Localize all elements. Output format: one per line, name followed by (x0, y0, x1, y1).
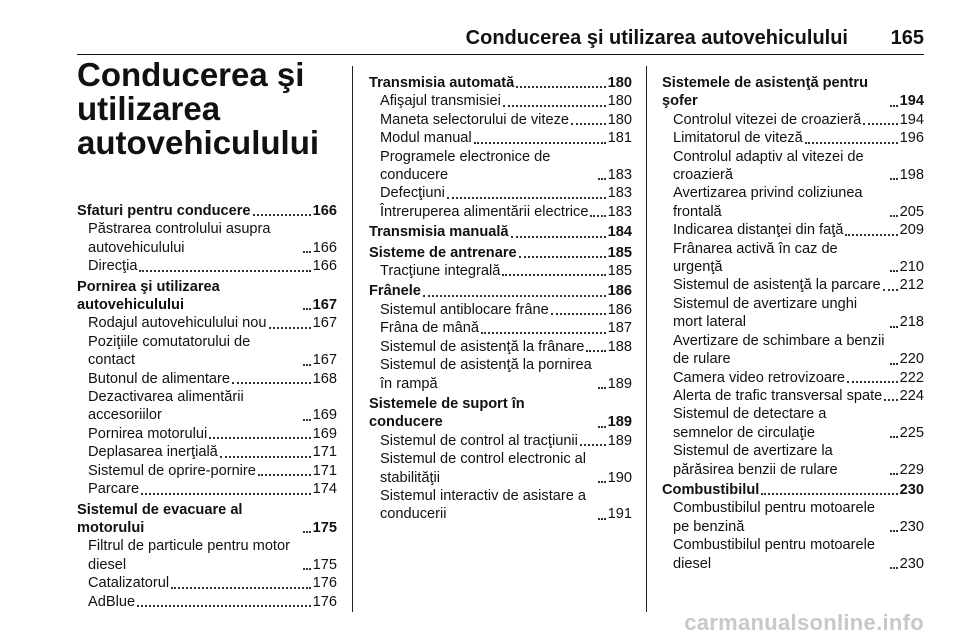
toc-entry-label: Combustibilul pentru motoarele pe benzină (673, 500, 875, 535)
leader-dots (890, 105, 898, 107)
toc-entry[interactable] (662, 184, 924, 221)
toc-entry-label: Combustibilul (662, 481, 760, 498)
toc-entry-label: Sistemul de avertizare unghi mort lateral (673, 295, 858, 331)
leader-dots (447, 197, 606, 199)
leader-dots (883, 289, 898, 291)
header-rule (77, 54, 924, 55)
toc-entry-page: 175 (312, 556, 337, 573)
leader-dots (511, 236, 606, 238)
toc-entry[interactable] (369, 92, 632, 110)
toc-entry[interactable] (662, 276, 924, 294)
leader-dots (502, 274, 605, 276)
toc-entry-label: Camera video retrovizoare (673, 369, 845, 386)
leader-dots (890, 326, 898, 328)
toc-entry-page: 230 (899, 555, 924, 572)
toc-entry-page: 167 (312, 297, 337, 314)
leader-dots (303, 531, 311, 533)
toc-entry-label: Frânele (369, 283, 421, 300)
leader-dots (884, 399, 897, 401)
toc-entry-page: 169 (312, 425, 337, 442)
toc-entry[interactable] (77, 314, 337, 332)
leader-dots (598, 481, 606, 483)
toc-column-1 (77, 200, 337, 611)
toc-entry-page: 169 (312, 407, 337, 424)
toc-entry-label: Sistemul de detectare a semnelor de circulaţie (673, 406, 827, 441)
leader-dots (209, 437, 310, 439)
leader-dots (571, 123, 606, 125)
leader-dots (598, 387, 606, 389)
leader-dots (890, 473, 898, 475)
leader-dots (761, 493, 897, 495)
toc-entry[interactable] (662, 240, 924, 277)
toc-section-entry[interactable] (77, 202, 337, 220)
leader-dots (516, 86, 605, 88)
leader-dots (847, 381, 898, 383)
toc-entry[interactable] (77, 574, 337, 592)
column-divider (352, 66, 353, 612)
leader-dots (890, 567, 898, 569)
toc-entry-page: 166 (312, 203, 337, 219)
leader-dots (586, 350, 605, 352)
page-header (0, 0, 960, 56)
toc-entry[interactable] (77, 333, 337, 370)
toc-entry-label: Maneta selectorului de viteze (380, 111, 570, 128)
toc-entry[interactable] (369, 184, 632, 202)
leader-dots (845, 234, 897, 236)
toc-entry-label: Dezactivarea alimentării accesoriilor (88, 389, 244, 424)
toc-entry[interactable] (369, 487, 632, 524)
toc-entry-label: Sistemul de asistenţă la frânare (380, 338, 585, 355)
toc-entry-label: Modul manual (380, 130, 472, 147)
toc-entry-page: 180 (607, 111, 632, 128)
leader-dots (890, 363, 898, 365)
toc-entry-page: 168 (312, 370, 337, 387)
toc-entry-label: Pornirea motorului (88, 425, 208, 442)
toc-entry-page: 188 (607, 338, 632, 355)
toc-entry-label: Direcţia (88, 258, 138, 275)
leader-dots (890, 178, 898, 180)
toc-entry-page: 194 (899, 111, 924, 128)
toc-entry[interactable] (662, 405, 924, 442)
leader-dots (890, 215, 898, 217)
toc-entry[interactable] (77, 425, 337, 443)
leader-dots (171, 587, 311, 589)
toc-entry-label: Sisteme de antrenare (369, 244, 517, 261)
leader-dots (503, 105, 606, 107)
toc-entry-page: 190 (607, 469, 632, 486)
toc-entry[interactable] (77, 480, 337, 498)
toc-entry[interactable] (369, 111, 632, 129)
toc-entry-label: Transmisia manuală (369, 224, 509, 241)
toc-entry-label: Sistemul de asistenţă la parcare (673, 277, 881, 294)
toc-entry[interactable] (369, 262, 632, 280)
leader-dots (590, 215, 605, 217)
toc-entry-page: 183 (607, 203, 632, 220)
chapter-title: Conducerea şi utilizarea autovehiculului (77, 56, 320, 161)
toc-entry-label: Controlul adaptiv al vitezei de croazieră (673, 148, 864, 184)
toc-entry-page: 171 (312, 444, 337, 461)
column-divider (646, 66, 647, 612)
page-number: 165 (890, 27, 924, 49)
leader-dots (598, 426, 606, 428)
toc-entry-page: 210 (899, 259, 924, 276)
toc-entry-label: Sistemul de avertizare la părăsirea benzii de rulare (673, 443, 838, 478)
leader-dots (303, 308, 311, 310)
leader-dots (890, 436, 898, 438)
toc-entry-page: 218 (899, 314, 924, 331)
toc-entry-label: Sistemul de control electronic al stabilităţii (380, 451, 587, 486)
toc-entry[interactable] (662, 111, 924, 129)
toc-entry-page: 180 (607, 93, 632, 110)
toc-section-entry[interactable] (662, 481, 924, 499)
toc-entry[interactable] (662, 369, 924, 387)
toc-entry-page: 176 (312, 575, 337, 592)
watermark: carmanualsonline.info (684, 610, 924, 635)
toc-entry-label: Catalizatorul (88, 575, 170, 592)
toc-entry-label: Sistemul de control al tracţiunii (380, 432, 578, 449)
toc-entry[interactable] (662, 499, 924, 536)
toc-entry-page: 189 (607, 414, 632, 431)
toc-entry-page: 220 (899, 351, 924, 368)
toc-entry-page: 185 (607, 263, 632, 280)
toc-entry-page: 191 (607, 506, 632, 523)
toc-entry[interactable] (369, 319, 632, 337)
toc-entry-label: Sistemul de asistenţă la pornirea în rampă (380, 357, 592, 392)
toc-entry-page: 180 (607, 75, 632, 91)
toc-entry[interactable] (369, 203, 632, 221)
leader-dots (232, 382, 311, 384)
leader-dots (580, 444, 606, 446)
toc-entry-label: AdBlue (88, 593, 136, 610)
toc-entry-page: 225 (899, 424, 924, 441)
toc-entry-page: 186 (607, 283, 632, 300)
toc-entry[interactable] (77, 443, 337, 461)
toc-entry-page: 209 (899, 222, 924, 239)
toc-entry[interactable] (369, 432, 632, 450)
toc-section-entry[interactable] (77, 278, 337, 315)
toc-entry[interactable] (77, 537, 337, 574)
toc-entry[interactable] (662, 387, 924, 405)
toc-entry-page: 198 (899, 167, 924, 184)
toc-entry-label: Pornirea şi utilizarea autovehiculului (77, 278, 220, 314)
leader-dots (139, 270, 310, 272)
toc-section-entry[interactable] (369, 244, 632, 262)
toc-entry-label: Filtrul de particule pentru motor diesel (88, 538, 290, 573)
toc-entry[interactable] (77, 388, 337, 425)
toc-entry[interactable] (369, 356, 632, 393)
toc-entry[interactable] (77, 462, 337, 480)
toc-entry-label: Transmisia automată (369, 75, 515, 91)
toc-entry[interactable] (662, 536, 924, 573)
leader-dots (890, 530, 898, 532)
toc-entry-label: Păstrarea controlului asupra autovehiculului (88, 221, 271, 256)
leader-dots (890, 270, 898, 272)
toc-entry-label: Defecţiuni (380, 185, 445, 202)
toc-entry-label: Sistemele de asistenţă pentru şofer (662, 75, 869, 110)
toc-entry[interactable] (662, 295, 924, 332)
toc-entry-page: 205 (899, 203, 924, 220)
toc-entry-label: Deplasarea inerţială (88, 444, 218, 461)
toc-entry-label: Parcare (88, 481, 140, 498)
toc-entry-page: 212 (899, 277, 924, 294)
toc-entry-label: Rodajul autovehiculului nou (88, 315, 267, 332)
toc-section-entry[interactable] (369, 223, 632, 241)
leader-dots (141, 493, 311, 495)
leader-dots (805, 142, 898, 144)
leader-dots (598, 178, 606, 180)
leader-dots (598, 518, 606, 520)
leader-dots (269, 327, 311, 329)
toc-entry-page: 230 (899, 518, 924, 535)
toc-entry-label: Frâna de mână (380, 320, 479, 337)
toc-entry-page: 171 (312, 462, 337, 479)
toc-entry-page: 176 (312, 593, 337, 610)
toc-entry-label: Controlul vitezei de croazieră (673, 111, 862, 128)
leader-dots (474, 142, 606, 144)
toc-entry-label: Programele electronice de conducere (380, 148, 551, 184)
leader-dots (303, 568, 311, 570)
toc-entry-label: Tracţiune integrală (380, 263, 501, 280)
toc-entry-page: 167 (312, 352, 337, 369)
toc-entry[interactable] (662, 442, 924, 479)
toc-entry-label: Poziţiile comutatorului de contact (88, 333, 251, 369)
leader-dots (253, 214, 311, 216)
toc-entry-page: 185 (607, 244, 632, 261)
leader-dots (863, 123, 897, 125)
toc-entry-page: 230 (899, 481, 924, 498)
toc-entry-label: Indicarea distanţei din faţă (673, 222, 844, 239)
toc-column-2 (369, 72, 632, 524)
toc-entry-page: 166 (312, 258, 337, 275)
toc-section-entry[interactable] (77, 501, 337, 538)
leader-dots (303, 251, 311, 253)
toc-entry-label: Sistemul de evacuare al motorului (77, 501, 243, 536)
toc-entry-label: Sistemul de oprire-pornire (88, 462, 256, 479)
toc-entry[interactable] (369, 450, 632, 487)
toc-entry[interactable] (77, 257, 337, 275)
toc-entry-page: 167 (312, 315, 337, 332)
toc-section-entry[interactable] (662, 74, 924, 111)
leader-dots (258, 474, 311, 476)
toc-entry-label: Sistemul antiblocare frâne (380, 301, 549, 318)
toc-entry-label: Afişajul transmisiei (380, 93, 501, 110)
toc-section-entry[interactable] (369, 282, 632, 300)
toc-entry-page: 184 (607, 224, 632, 241)
toc-entry-page: 224 (899, 387, 924, 404)
toc-entry-page: 189 (607, 375, 632, 392)
toc-section-entry[interactable] (369, 74, 632, 92)
toc-entry-page: 183 (607, 185, 632, 202)
toc-entry[interactable] (369, 129, 632, 147)
toc-entry-label: Întreruperea alimentării electrice (380, 203, 589, 220)
toc-entry-label: Frânarea activă în caz de urgenţă (673, 240, 838, 276)
leader-dots (303, 419, 311, 421)
toc-entry-page: 174 (312, 481, 337, 498)
toc-entry-label: Avertizare de schimbare a benzii de rulare (673, 332, 885, 368)
toc-entry-page: 183 (607, 167, 632, 184)
toc-entry-page: 196 (899, 130, 924, 147)
toc-entry[interactable] (662, 332, 924, 369)
toc-entry[interactable] (662, 148, 924, 185)
toc-entry-label: Butonul de alimentare (88, 370, 230, 387)
toc-entry[interactable] (77, 593, 337, 611)
toc-entry-page: 222 (899, 369, 924, 386)
toc-entry[interactable] (369, 301, 632, 319)
toc-entry[interactable] (77, 370, 337, 388)
toc-entry-label: Limitatorul de viteză (673, 130, 803, 147)
toc-entry-page: 229 (899, 461, 924, 478)
leader-dots (551, 313, 606, 315)
leader-dots (220, 456, 311, 458)
toc-entry[interactable] (369, 148, 632, 185)
toc-entry-label: Alerta de trafic transversal spate (673, 387, 883, 404)
toc-entry-page: 186 (607, 301, 632, 318)
toc-column-3 (662, 72, 924, 573)
toc-entry-page: 181 (607, 130, 632, 147)
toc-section-entry[interactable] (369, 395, 632, 432)
toc-entry[interactable] (369, 338, 632, 356)
toc-entry-page: 166 (312, 239, 337, 256)
toc-entry-label: Sistemele de suport în conducere (369, 395, 525, 431)
toc-entry-label: Sistemul interactiv de asistare a conducerii (380, 487, 587, 523)
leader-dots (519, 256, 606, 258)
toc-entry-label: Avertizarea privind coliziunea frontală (673, 185, 863, 220)
leader-dots (423, 295, 606, 297)
toc-entry-page: 187 (607, 320, 632, 337)
toc-entry-page: 194 (899, 93, 924, 110)
leader-dots (481, 332, 606, 334)
toc-entry-page: 175 (312, 519, 337, 536)
leader-dots (137, 605, 311, 607)
running-header-title: Conducerea şi utilizarea autovehiculului (465, 27, 848, 49)
toc-entry-label: Sfaturi pentru conducere (77, 203, 251, 219)
toc-entry-page: 189 (607, 432, 632, 449)
toc-entry-label: Combustibilul pentru motoarele diesel (673, 537, 875, 572)
toc-entry[interactable] (662, 129, 924, 147)
toc-entry[interactable] (662, 221, 924, 239)
leader-dots (303, 364, 311, 366)
toc-entry[interactable] (77, 220, 337, 257)
